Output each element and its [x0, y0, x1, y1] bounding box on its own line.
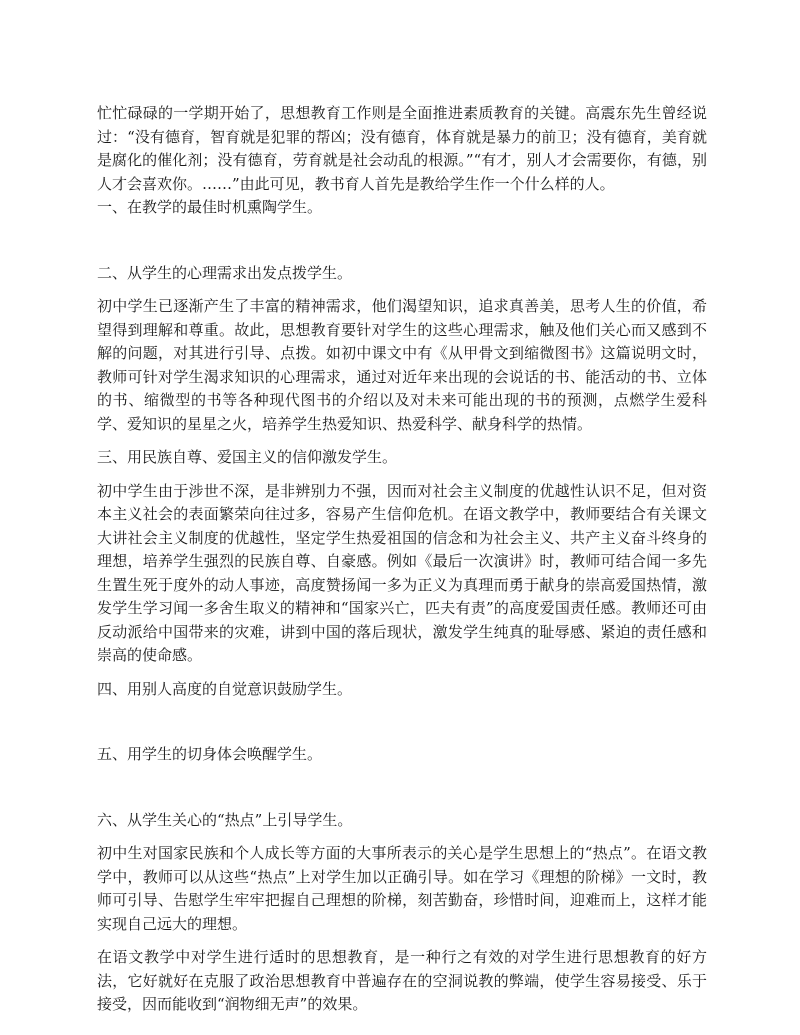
section-heading-5: 五、用学生的切身体会唤醒学生。: [97, 745, 323, 763]
intro-paragraph: 忙忙碌碌的一学期开始了，思想教育工作则是全面推进素质教育的关键。高震东先生曾经说过：“没有德育，智育就是犯罪的帮凶；没有德育，体育就是暴力的前卫；没有德育，美育就是腐化的催化剂；没有德育，劳育就是社会动乱的根源。”“有才，别人才会需要你，有德，别人才会喜欢你。……”由此可见，教书育人首先是教给学生作一个什么样的人。: [97, 104, 707, 193]
section-paragraph-3: 初中学生由于涉世不深，是非辨别力不强，因而对社会主义制度的优越性认识不足，但对资本主义社会的表面繁荣向往过多，容易产生信仰危机。在语文教学中，教师要结合有关课文大讲社会主义制度的优越性，坚定学生热爱祖国的信念和为社会主义、共产主义奋斗终身的理想，培养学生强烈的民族自尊、自豪感。例如《最后一次演讲》时，教师可结合闻一多先生置生死于度外的动人事迹，高度赞扬闻一多为正义为真理而勇于献身的崇高爱国热情，激发学生学习闻一多舍生取义的精神和“国家兴亡，匹夫有责”的高度爱国责任感。教师还可由反动派给中国带来的灾难，讲到中国的落后现状，激发学生纯真的耻辱感、紧迫的责任感和崇高的使命感。: [97, 481, 707, 664]
section-heading-2: 二、从学生的心理需求出发点拨学生。: [97, 263, 353, 282]
section-paragraph-6: 初中生对国家民族和个人成长等方面的大事所表示的关心是学生思想上的“热点”。在语文教学中，教师可以从这些“热点”上对学生加以正确引导。如在学习《理想的阶梯》一文时，教师可引导、告慰学生牢牢把握自己理想的阶梯，刻苦勤奋，珍惜时间，迎难而上，这样才能实现自己远大的理想。: [97, 844, 707, 933]
section-heading-4: 四、用别人高度的自觉意识鼓励学生。: [97, 679, 353, 698]
section-paragraph-2: 初中学生已逐渐产生了丰富的精神需求，他们渴望知识，追求真善美，思考人生的价值，希望得到理解和尊重。故此，思想教育要针对学生的这些心理需求，触及他们关心而又感到不解的问题，对其进行引导、点拨。如初中课文中有《从甲骨文到缩微图书》这篇说明文时，教师可针对学生渴求知识的心理需求，通过对近年来出现的会说话的书、能活动的书、立体的书、缩微型的书等各种现代图书的介绍以及对未来可能出现的书的预测，点燃学生爱科学、爱知识的星星之火，培养学生热爱知识、热爱科学、献身科学的热情。: [97, 297, 707, 433]
section-heading-1: 一、在教学的最佳时机熏陶学生。: [97, 198, 323, 216]
section-heading-3: 三、用民族自尊、爱国主义的信仰激发学生。: [97, 448, 398, 466]
conclusion-paragraph: 在语文教学中对学生进行适时的思想教育，是一种行之有效的对学生进行思想教育的好方法，它好就好在克服了政治思想教育中普遍存在的空洞说教的弊端，使学生容易接受、乐于接受，因而能收到“润物细无声”的效果。: [97, 948, 707, 1013]
section-heading-6: 六、从学生关心的“热点”上引导学生。: [97, 810, 353, 829]
document-body: [97, 102, 707, 1017]
